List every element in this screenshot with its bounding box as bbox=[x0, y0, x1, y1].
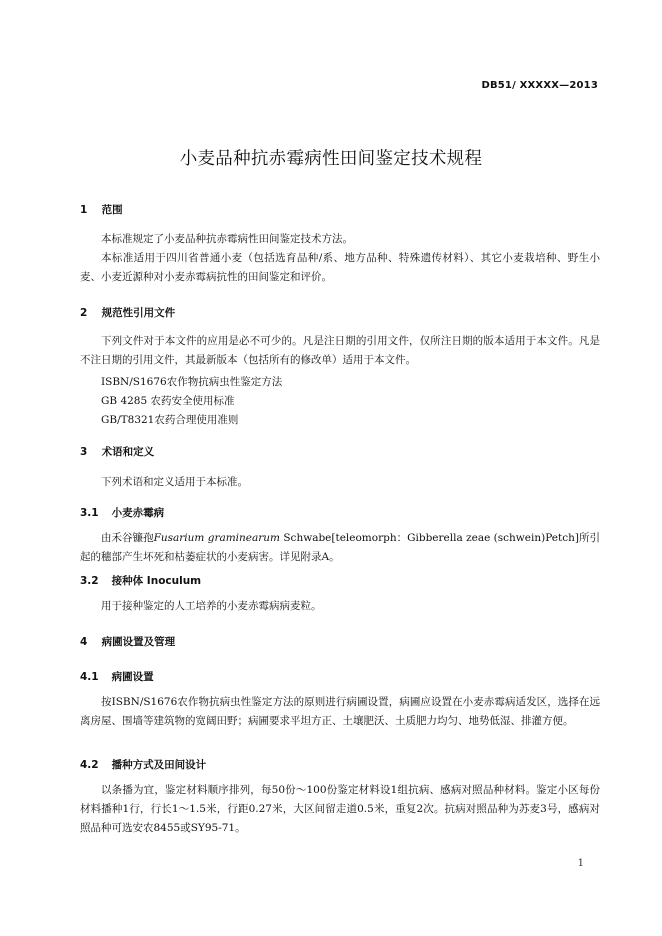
section-number: 4 bbox=[80, 636, 88, 648]
section-number: 2 bbox=[80, 307, 88, 319]
section-number: 4.1 bbox=[80, 671, 99, 683]
section-1-paragraph-1: 本标准规定了小麦品种抗赤霉病性田间鉴定技术方法。 bbox=[101, 233, 353, 245]
section-4-1-heading bbox=[80, 669, 154, 684]
section-title: 小麦赤霉病 bbox=[111, 507, 165, 519]
page-number: 1 bbox=[577, 858, 584, 869]
section-number: 3.1 bbox=[80, 507, 99, 519]
section-title: 病圃设置 bbox=[111, 671, 154, 683]
section-title: 规范性引用文件 bbox=[101, 307, 176, 319]
section-title: 播种方式及田间设计 bbox=[111, 759, 207, 771]
text-run: Schwabe[teleomorph：Gibberella zeae (schwein)Petch]所引起的穗部产生坏死和枯萎症状的小麦病害。详见附录A。 bbox=[80, 532, 600, 563]
section-4-1-paragraph: 按ISBN/S1676农作物抗病虫性鉴定方法的原则进行病圃设置，病圃应设置在小麦赤霉病适发区，选择在远离房屋、围墙等建筑物的宽阔田野；病圃要求平坦方正、土壤肥沃、土质肥力均匀、地势低湿、排灌方便。 bbox=[80, 696, 600, 727]
reference-item: ISBN/S1676农作物抗病虫性鉴定方法 bbox=[101, 376, 283, 388]
section-2-paragraph-1: 下列文件对于本文件的应用是必不可少的。凡是注日期的引用文件，仅所注日期的版本适用于本文件。凡是不注日期的引用文件，其最新版本（包括所有的修改单）适用于本文件。 bbox=[80, 335, 600, 366]
section-4-2-heading bbox=[80, 757, 206, 772]
standard-code: DB51/ XXXXX—2013 bbox=[481, 80, 598, 91]
reference-item: GB 4285 农药安全使用标准 bbox=[101, 395, 235, 407]
section-1-paragraph-2: 本标准适用于四川省普通小麦（包括选育品种/系、地方品种、特殊遗传材料）、其它小麦栽培种、野生小麦、小麦近源种对小麦赤霉病抗性的田间鉴定和评价。 bbox=[80, 252, 600, 283]
section-title: 接种体 Inoculum bbox=[111, 575, 202, 587]
section-number: 1 bbox=[80, 204, 88, 216]
section-number: 4.2 bbox=[80, 759, 99, 771]
reference-item: GB/T8321农药合理使用准则 bbox=[101, 414, 239, 426]
section-2-heading bbox=[80, 305, 175, 320]
species-name: Fusarium graminearum bbox=[153, 532, 281, 544]
section-title: 病圃设置及管理 bbox=[101, 636, 176, 648]
section-3-paragraph-1: 下列术语和定义适用于本标准。 bbox=[101, 476, 248, 488]
section-3-1-heading bbox=[80, 505, 164, 520]
section-3-1-paragraph bbox=[80, 529, 600, 567]
section-title: 范围 bbox=[101, 204, 123, 216]
section-4-heading bbox=[80, 634, 175, 649]
section-number: 3 bbox=[80, 446, 88, 458]
section-1-heading bbox=[80, 202, 123, 217]
section-title: 术语和定义 bbox=[101, 446, 155, 458]
text-run: 由禾谷镰孢 bbox=[101, 532, 154, 544]
section-3-2-paragraph: 用于接种鉴定的人工培养的小麦赤霉病病麦粒。 bbox=[101, 600, 322, 612]
section-number: 3.2 bbox=[80, 575, 99, 587]
section-3-2-heading bbox=[80, 573, 201, 588]
section-4-2-paragraph: 以条播为宜，鉴定材料顺序排列，每50份～100份鉴定材料设1组抗病、感病对照品种材料。鉴定小区每份材料播种1行，行长1～1.5米，行距0.27米，大区间留走道0.5米，重复2次。抗病对照品种为苏麦3号，感病对照品种可选安农8455或SY95-71。 bbox=[80, 784, 600, 834]
document-title: 小麦品种抗赤霉病性田间鉴定技术规程 bbox=[179, 149, 483, 169]
section-3-heading bbox=[80, 444, 154, 459]
